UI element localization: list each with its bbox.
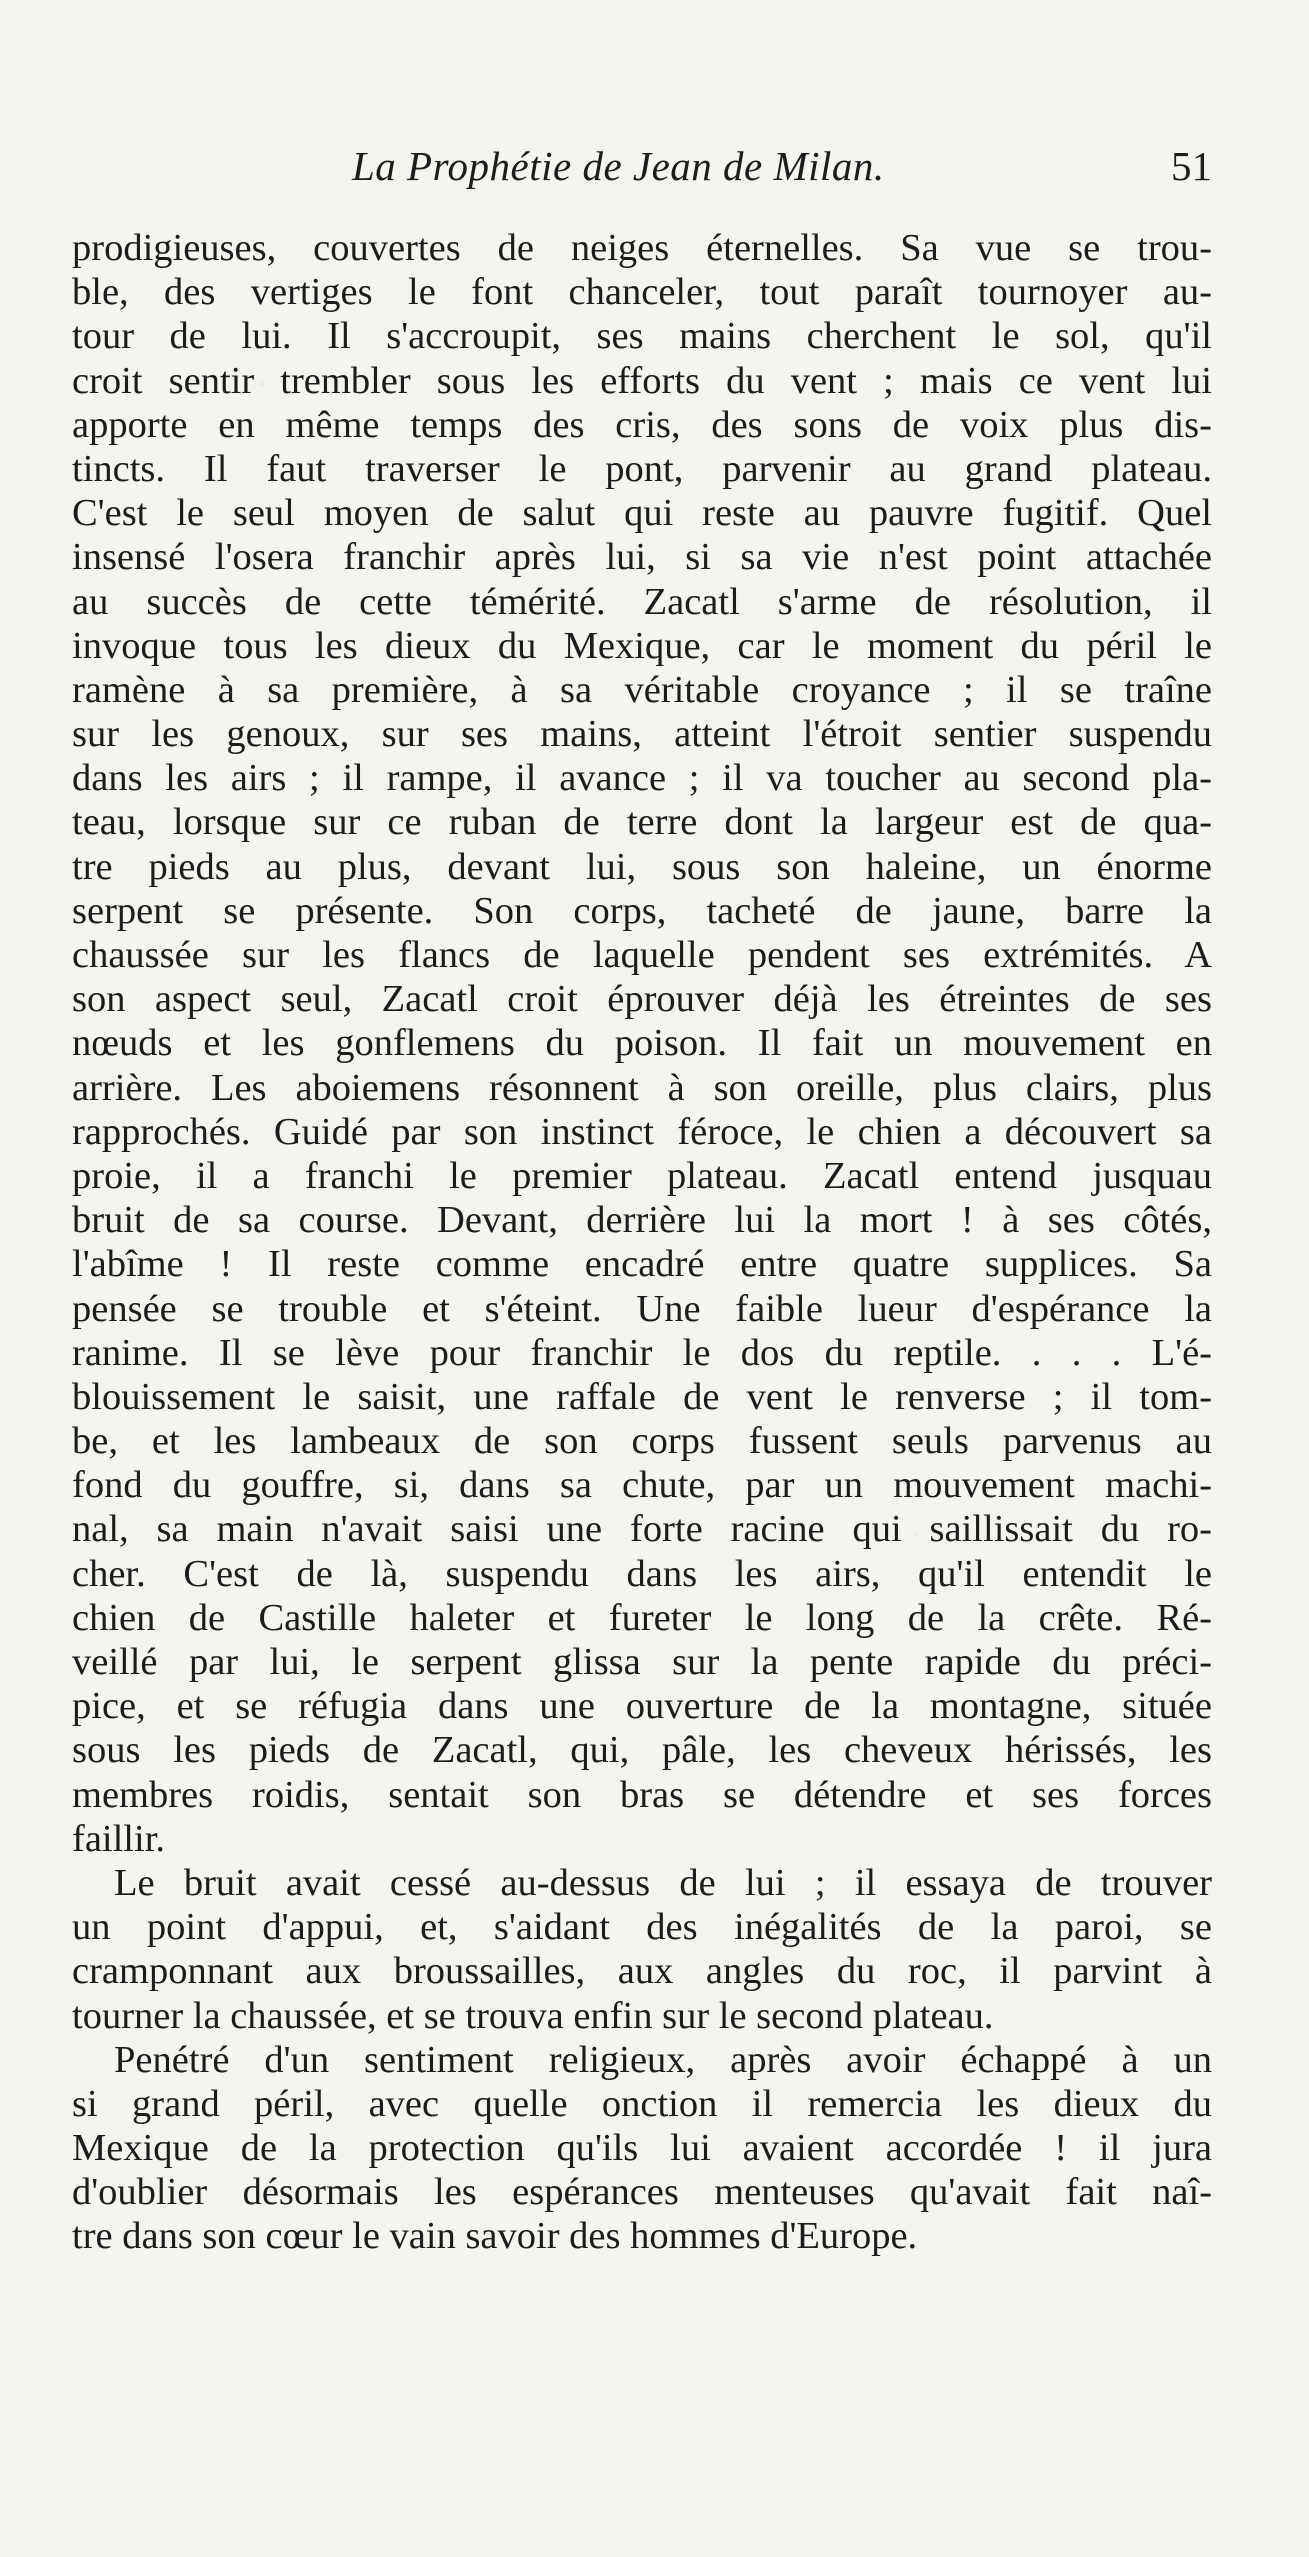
text-line: bruit de sa course. Devant, derrière lui la mort ! à ses côtés,	[72, 1199, 1212, 1242]
page-header	[72, 142, 1212, 192]
text-line: nœuds et les gonflemens du poison. Il fait un mouvement en	[72, 1022, 1212, 1065]
text-line: prodigieuses, couvertes de neiges éternelles. Sa vue se trou-	[72, 227, 1212, 269]
text-line: son aspect seul, Zacatl croit éprouver déjà les étreintes de ses	[72, 978, 1212, 1021]
text-line: arrière. Les aboiemens résonnent à son oreille, plus clairs, plus	[72, 1066, 1212, 1109]
text-line: rapprochés. Guidé par son instinct féroce, le chien a découvert sa	[72, 1110, 1212, 1153]
text-line: veillé par lui, le serpent glissa sur la pente rapide du préci-	[72, 1641, 1212, 1683]
body-text	[72, 226, 1212, 2259]
text-line: ble, des vertiges le font chanceler, tout paraît tournoyer au-	[72, 271, 1212, 314]
text-line: sous les pieds de Zacatl, qui, pâle, les cheveux hérissés, les	[72, 1729, 1212, 1772]
page-number: 51	[1171, 143, 1212, 189]
text-line: membres roidis, sentait son bras se détendre et ses forces	[72, 1773, 1212, 1816]
paragraph	[72, 1861, 1212, 2038]
text-line: d'oublier désormais les espérances menteuses qu'avait fait naî-	[72, 2171, 1212, 2214]
text-line: un point d'appui, et, s'aidant des inégalités de la paroi, se	[72, 1906, 1212, 1949]
text-line: ramène à sa première, à sa véritable croyance ; il se traîne	[72, 668, 1212, 711]
text-line: C'est le seul moyen de salut qui reste au pauvre fugitif. Quel	[72, 492, 1212, 535]
text-line: cramponnant aux broussailles, aux angles du roc, il parvint à	[72, 1950, 1212, 1993]
text-line: Mexique de la protection qu'ils lui avaient accordée ! il jura	[72, 2127, 1212, 2170]
text-line: pice, et se réfugia dans une ouverture de la montagne, située	[72, 1685, 1212, 1728]
text-line: tincts. Il faut traverser le pont, parvenir au grand plateau.	[72, 447, 1212, 490]
text-line: Penétré d'un sentiment religieux, après avoir échappé à un	[114, 2038, 1212, 2081]
text-line: faillir.	[72, 1817, 166, 1860]
text-line: croit sentir trembler sous les efforts du vent ; mais ce vent lui	[72, 359, 1212, 402]
text-line: nal, sa main n'avait saisi une forte racine qui saillissait du ro-	[72, 1508, 1212, 1551]
paragraph	[72, 2038, 1212, 2259]
text-line: chien de Castille haleter et fureter le long de la crête. Ré-	[72, 1596, 1212, 1639]
text-line: be, et les lambeaux de son corps fussent seuls parvenus au	[72, 1420, 1212, 1463]
text-line: dans les airs ; il rampe, il avance ; il va toucher au second pla-	[72, 757, 1212, 800]
text-line: sur les genoux, sur ses mains, atteint l'étroit sentier suspendu	[72, 713, 1212, 756]
text-line: si grand péril, avec quelle onction il remercia les dieux du	[72, 2082, 1212, 2125]
text-line: invoque tous les dieux du Mexique, car le moment du péril le	[72, 624, 1212, 667]
text-line: pensée se trouble et s'éteint. Une faible lueur d'espérance la	[72, 1287, 1212, 1330]
text-line: chaussée sur les flancs de laquelle pendent ses extrémités. A	[72, 934, 1212, 976]
text-line: insensé l'osera franchir après lui, si sa vie n'est point attachée	[72, 536, 1212, 579]
text-line: fond du gouffre, si, dans sa chute, par un mouvement machi-	[72, 1464, 1212, 1507]
text-line: serpent se présente. Son corps, tacheté de jaune, barre la	[72, 889, 1212, 932]
text-line: ranime. Il se lève pour franchir le dos du reptile. . . . L'é-	[72, 1331, 1212, 1374]
text-line: proie, il a franchi le premier plateau. Zacatl entend jusquau	[72, 1154, 1212, 1197]
text-line: cher. C'est de là, suspendu dans les airs, qu'il entendit le	[72, 1552, 1212, 1595]
text-line: au succès de cette témérité. Zacatl s'arme de résolution, il	[72, 580, 1212, 623]
paragraph	[72, 226, 1212, 1861]
text-line: Le bruit avait cessé au-dessus de lui ; il essaya de trouver	[114, 1861, 1212, 1904]
text-line: tre dans son cœur le vain savoir des hommes d'Europe.	[72, 2215, 918, 2258]
text-line: apporte en même temps des cris, des sons de voix plus dis-	[72, 403, 1212, 446]
text-line: l'abîme ! Il reste comme encadré entre quatre supplices. Sa	[72, 1243, 1212, 1286]
text-line: teau, lorsque sur ce ruban de terre dont la largeur est de qua-	[72, 801, 1212, 844]
running-title: La Prophétie de Jean de Milan.	[352, 143, 885, 189]
text-line: tre pieds au plus, devant lui, sous son haleine, un énorme	[72, 845, 1212, 888]
text-line: tour de lui. Il s'accroupit, ses mains cherchent le sol, qu'il	[72, 315, 1212, 358]
text-line: tourner la chaussée, et se trouva enfin sur le second plateau.	[72, 1994, 994, 2037]
text-line: blouissement le saisit, une raffale de vent le renverse ; il tom-	[72, 1375, 1212, 1418]
